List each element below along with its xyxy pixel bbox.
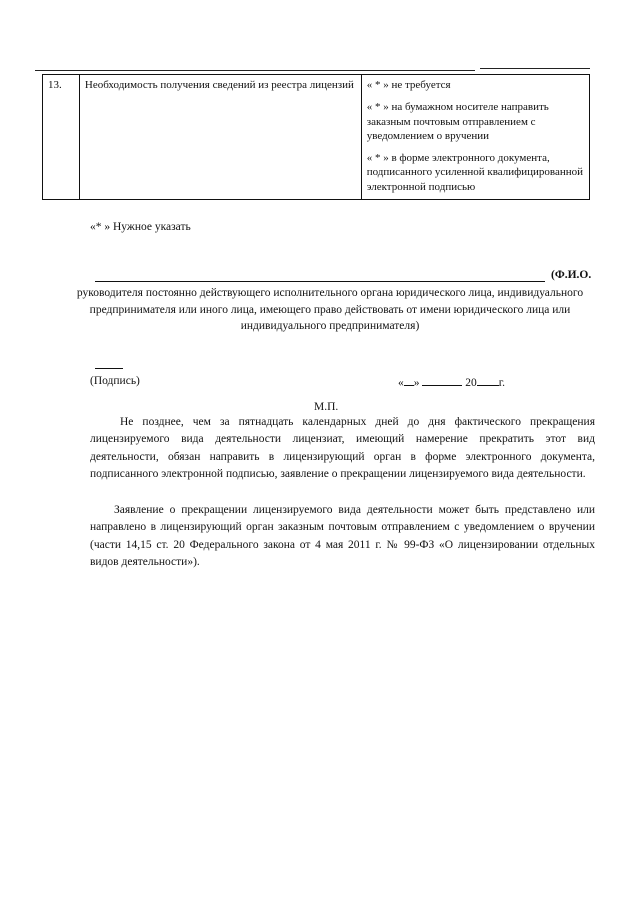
row-number: 13. (43, 75, 80, 200)
header-rule-right (480, 68, 590, 69)
header-rule (35, 70, 475, 71)
date-field (398, 374, 505, 391)
signature-label: (Подпись) (90, 375, 140, 387)
table-row (43, 75, 590, 200)
footnote: «* » Нужное указать (90, 221, 191, 233)
fio-description: руководителя постоянно действующего исполнительного органа юридического лица, индивидуального предпринимателя или иного лица, имеющего право действовать от имени юридического лица или индивидуального предпринимателя) (76, 287, 584, 333)
row-name: Необходимость получения сведений из реестра лицензий (79, 75, 361, 200)
stamp-label: М.П. (314, 401, 339, 413)
option-not-required: « * » не требуется (366, 79, 451, 91)
year-prefix: 20 (465, 377, 477, 389)
day-blank (404, 374, 414, 386)
row-options (361, 75, 589, 200)
signature-line (95, 368, 123, 369)
date-quote-close: » (413, 377, 420, 389)
fio-label: (Ф.И.О. (551, 269, 592, 281)
month-blank (422, 374, 462, 386)
paragraph-deadline: Не позднее, чем за пятнадцать календарных дней до дня фактического прекращения лицензируемого вида деятельности лицензиат, имеющий намерение прекратить этот вид деятельности, обязан направить в лицензирующий орган в форме электронного документа, подписанного электронной подписью, заявление о прекращении лицензируемого вида деятельности. (90, 416, 595, 480)
fio-underline (95, 281, 545, 282)
option-electronic: « * » в форме электронного документа, подписанного усиленной квалифицированной электронной подписью (366, 152, 583, 193)
paragraph-submission: Заявление о прекращении лицензируемого вида деятельности может быть представлено или направлено в лицензирующий орган заказным почтовым отправлением с уведомлением о вручении (части 14,15 ст. 20 Федерального закона от 4 мая 2011 г. № 99-ФЗ «О лицензировании отдельных видов деятельности»). (90, 504, 595, 568)
option-paper-mail: « * » на бумажном носителе направить заказным почтовым отправлением с уведомлением о вручении (366, 101, 549, 142)
year-suffix: г. (498, 377, 506, 389)
year-blank (477, 374, 499, 386)
date-quote-open: « (398, 377, 404, 389)
license-registry-table (42, 74, 590, 200)
